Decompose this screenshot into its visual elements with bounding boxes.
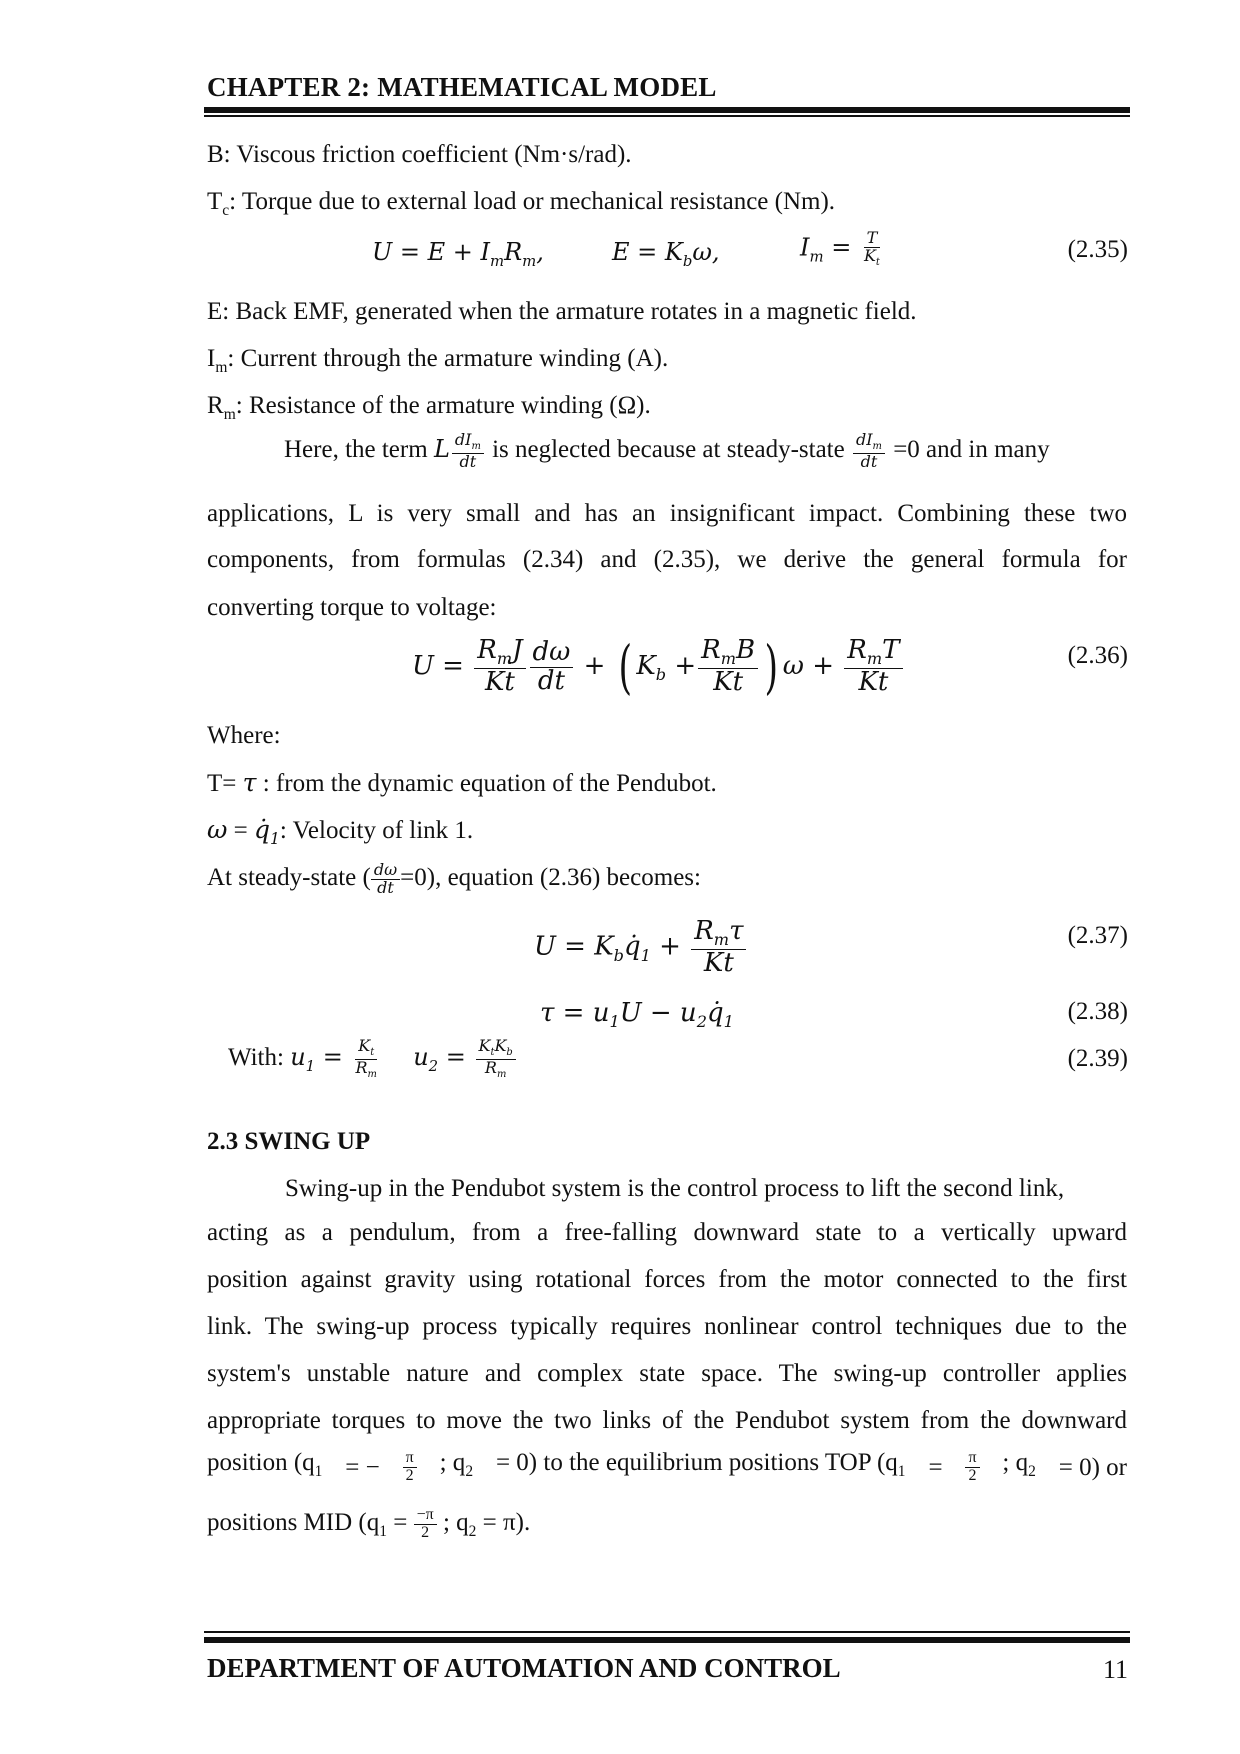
- section-heading: 2.3 SWING UP: [207, 1128, 371, 1155]
- eq-number-2-38: (2.38): [1067, 998, 1128, 1025]
- eq-2-37: $U = K_bq̇_1$ + $\frac{R_m\tau}{Kt}$: [534, 918, 748, 977]
- chapter-header: CHAPTER 2: MATHEMATICAL MODEL: [207, 72, 717, 102]
- section-line-5: system's unstable nature and complex state space. The swing-up controller applies: [207, 1360, 1127, 1387]
- section-line-2: acting as a pendulum, from a free-falling downward state to a vertically upward: [207, 1219, 1127, 1246]
- section-line-1: Swing-up in the Pendubot system is the control process to lift the second link,: [285, 1175, 1065, 1202]
- def-rm: $R_m$: Resistance of the armature winding (Ω).: [207, 392, 651, 423]
- footer-rule-thin: [204, 1631, 1130, 1633]
- paragraph-1-line-1: Here, the term L $\frac{dI_m}{dt}$ is neglected because at steady-state $\frac{dI_m}{dt}$ =0 and in many: [284, 430, 1050, 471]
- eq-2-35-b: $E = K_b\omega$,: [612, 238, 720, 270]
- header-rule-thin: [204, 115, 1130, 117]
- eq-number-2-35: (2.35): [1067, 236, 1128, 263]
- section-line-6: appropriate torques to move the two links of the Pendubot system from the downward: [207, 1407, 1127, 1434]
- eq-2-36: U = $\frac{R_mJ}{Kt}$ $\frac{d\omega}{dt}$ + ( $K_b$ + $\frac{R_mB}{Kt}$ ) ω + $\frac{R_mT}{Kt}$: [412, 633, 905, 701]
- eq-number-2-37: (2.37): [1067, 922, 1128, 949]
- eq-2-38: $\tau = u_1U$ − $u_2q̇_1$: [540, 998, 734, 1032]
- where-tau: T= τ : from the dynamic equation of the Pendubot.: [207, 768, 717, 797]
- section-line-3: position against gravity using rotational forces from the motor connected to the first: [207, 1266, 1127, 1293]
- def-im: $I_m$: Current through the armature winding (A).: [207, 345, 669, 376]
- section-line-8: positions MID ($q_1$ = $\frac{-\pi}{2}$ ; $q_2 = \pi$).: [207, 1506, 531, 1541]
- paragraph-1-line-4: converting torque to voltage:: [207, 594, 497, 621]
- def-b: B: Viscous friction coefficient (Nm·s/rad).: [207, 141, 632, 168]
- paragraph-1-line-2: applications, L is very small and has an insignificant impact. Combining these two: [207, 500, 1127, 527]
- def-tc: $T_c$: Torque due to external load or mechanical resistance (Nm).: [207, 188, 836, 219]
- where-label: Where:: [207, 722, 281, 749]
- eq-number-2-39: (2.39): [1067, 1045, 1128, 1072]
- where-omega: $\omega = q̇_1$: Velocity of link 1.: [207, 815, 474, 848]
- paragraph-1-line-3: components, from formulas (2.34) and (2.35), we derive the general formula for: [207, 546, 1127, 573]
- eq-2-35-a: $U = E + I_mR_m$,: [372, 238, 544, 270]
- footer-rule-thick: [204, 1637, 1130, 1643]
- eq-number-2-36: (2.36): [1067, 642, 1128, 669]
- section-line-7: position ($q_1$ = − $\frac{\pi}{2}$ ; $q_2$ = 0) to the equilibrium positions TOP ($q_1$ = $\frac{\pi}{2}$ ; $q_2$ = 0) or: [207, 1449, 1127, 1484]
- steady-state-line: At steady-state ( $\frac{d\omega}{dt}$ =0), equation (2.36) becomes:: [207, 860, 701, 897]
- page-number: 11: [1102, 1655, 1128, 1684]
- section-line-4: link. The swing-up process typically requires nonlinear control techniques due to the: [207, 1313, 1127, 1340]
- def-e: E: Back EMF, generated when the armature rotates in a magnetic field.: [207, 298, 917, 325]
- eq-2-35-c: $I_m$ = $\frac{T}{K_t}$: [800, 228, 880, 268]
- header-rule-thick: [204, 107, 1130, 113]
- footer-department: DEPARTMENT OF AUTOMATION AND CONTROL: [207, 1653, 841, 1683]
- eq-2-39: With: $u_1$ = $\frac{K_t}{R_m}$ $u_2$ = $\frac{K_tK_b}{R_m}$: [228, 1038, 518, 1081]
